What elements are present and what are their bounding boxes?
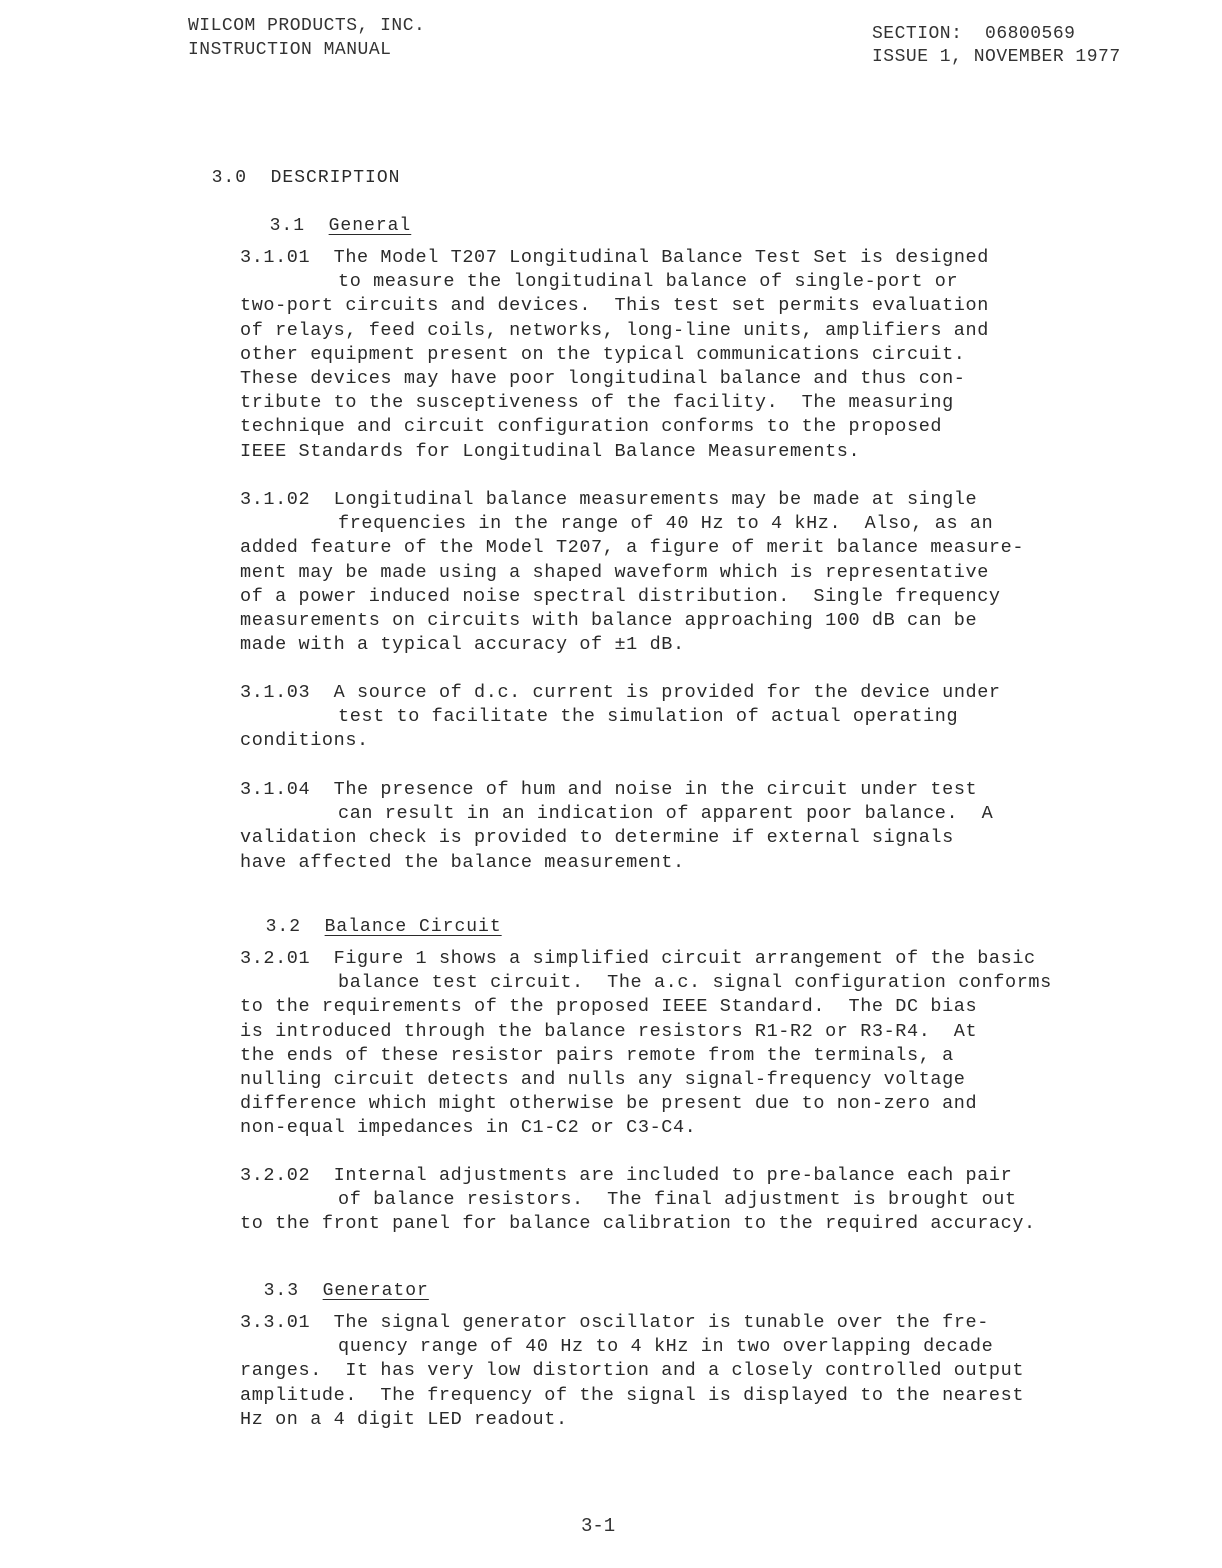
paragraph-first-line: 3.3.01 The signal generator oscillator is tunable over the fre- <box>240 1312 989 1333</box>
subsection-title: Generator <box>322 1281 429 1301</box>
paragraph-line: quency range of 40 Hz to 4 kHz in two overlapping decade <box>338 1336 994 1358</box>
paragraph-line: measurements on circuits with balance approaching 100 dB can be <box>240 610 978 632</box>
paragraph-number: 3.1.03 <box>240 682 311 703</box>
paragraph-line: of relays, feed coils, networks, long-line units, amplifiers and <box>240 319 989 341</box>
paragraph-line: IEEE Standards for Longitudinal Balance Measurements. <box>240 440 861 462</box>
paragraph-first-line: 3.2.01 Figure 1 shows a simplified circuit arrangement of the basic <box>240 948 1036 969</box>
paragraph-line: non-equal impedances in C1-C2 or C3-C4. <box>240 1117 697 1139</box>
header-company: WILCOM PRODUCTS, INC. <box>188 16 426 36</box>
paragraph-line: amplitude. The frequency of the signal is displayed to the nearest <box>240 1384 1025 1406</box>
page-number: 3-1 <box>581 1515 616 1537</box>
paragraph-line: ment may be made using a shaped waveform which is representative <box>240 561 989 583</box>
section-number: 3.0 <box>211 168 248 188</box>
paragraph-line: the ends of these resistor pairs remote from the terminals, a <box>240 1044 954 1066</box>
paragraph-first-line: 3.1.04 The presence of hum and noise in the circuit under test <box>240 779 978 800</box>
paragraph-line: to the front panel for balance calibration to the required accuracy. <box>240 1213 1036 1235</box>
paragraph-number: 3.2.02 <box>240 1165 311 1186</box>
paragraph-number: 3.1.01 <box>240 247 311 268</box>
subsection-general <box>246 196 411 236</box>
paragraph-line: validation check is provided to determine if external signals <box>240 827 954 849</box>
paragraph-3-1-02 <box>240 488 1024 657</box>
paragraph-first-line: 3.2.02 Internal adjustments are included to pre-balance each pair <box>240 1165 1013 1186</box>
paragraph-line: tribute to the susceptiveness of the facility. The measuring <box>240 392 954 414</box>
paragraph-line: nulling circuit detects and nulls any signal-frequency voltage <box>240 1069 966 1091</box>
paragraph-line: to the requirements of the proposed IEEE Standard. The DC bias <box>240 996 978 1018</box>
paragraph-3-1-04 <box>240 778 993 875</box>
paragraph-first-line: 3.1.03 A source of d.c. current is provided for the device under <box>240 682 1001 703</box>
paragraph-line: two-port circuits and devices. This test set permits evaluation <box>240 295 989 317</box>
paragraph-line: is introduced through the balance resistors R1-R2 or R3-R4. At <box>240 1020 978 1042</box>
paragraph-first-line: 3.1.02 Longitudinal balance measurements may be made at single <box>240 489 978 510</box>
subsection-balance-circuit <box>242 897 502 937</box>
paragraph-line: conditions. <box>240 730 369 752</box>
paragraph-3-1-01 <box>240 246 989 464</box>
subsection-number: 3.3 <box>263 1281 300 1301</box>
paragraph-line: These devices may have poor longitudinal balance and thus con- <box>240 368 966 390</box>
paragraph-line: balance test circuit. The a.c. signal configuration conforms <box>338 972 1052 994</box>
section-title: DESCRIPTION <box>270 168 401 188</box>
paragraph-line: of a power induced noise spectral distribution. Single frequency <box>240 585 1001 607</box>
paragraph-3-1-03 <box>240 681 1001 754</box>
paragraph-3-2-01 <box>240 947 1052 1141</box>
subsection-title: Balance Circuit <box>324 917 502 937</box>
paragraph-number: 3.1.04 <box>240 779 311 800</box>
paragraph-3-2-02 <box>240 1164 1036 1237</box>
paragraph-number: 3.1.02 <box>240 489 311 510</box>
section-heading <box>188 148 400 188</box>
paragraph-line: added feature of the Model T207, a figure of merit balance measure- <box>240 537 1025 559</box>
subsection-title: General <box>328 216 412 236</box>
paragraph-number: 3.2.01 <box>240 948 311 969</box>
paragraph-line: Hz on a 4 digit LED readout. <box>240 1408 568 1430</box>
subsection-generator <box>240 1261 429 1301</box>
header-issue: ISSUE 1, NOVEMBER 1977 <box>872 47 1121 67</box>
paragraph-line: frequencies in the range of 40 Hz to 4 kHz. Also, as an <box>338 513 994 535</box>
subsection-number: 3.2 <box>265 917 302 937</box>
paragraph-line: made with a typical accuracy of ±1 dB. <box>240 634 685 656</box>
header-manual: INSTRUCTION MANUAL <box>188 40 392 60</box>
paragraph-first-line: 3.1.01 The Model T207 Longitudinal Balance Test Set is designed <box>240 247 989 268</box>
paragraph-line: ranges. It has very low distortion and a closely controlled output <box>240 1360 1025 1382</box>
paragraph-3-3-01 <box>240 1311 1024 1432</box>
paragraph-number: 3.3.01 <box>240 1312 311 1333</box>
paragraph-line: test to facilitate the simulation of actual operating <box>338 706 959 728</box>
paragraph-line: to measure the longitudinal balance of single-port or <box>338 271 959 293</box>
paragraph-line: have affected the balance measurement. <box>240 851 685 873</box>
paragraph-line: technique and circuit configuration conforms to the proposed <box>240 416 943 438</box>
paragraph-line: other equipment present on the typical communications circuit. <box>240 343 966 365</box>
subsection-number: 3.1 <box>269 216 306 236</box>
paragraph-line: can result in an indication of apparent poor balance. A <box>338 803 994 825</box>
paragraph-line: difference which might otherwise be present due to non-zero and <box>240 1093 978 1115</box>
paragraph-line: of balance resistors. The final adjustment is brought out <box>338 1189 1017 1211</box>
header-section: SECTION: 06800569 <box>872 24 1076 44</box>
